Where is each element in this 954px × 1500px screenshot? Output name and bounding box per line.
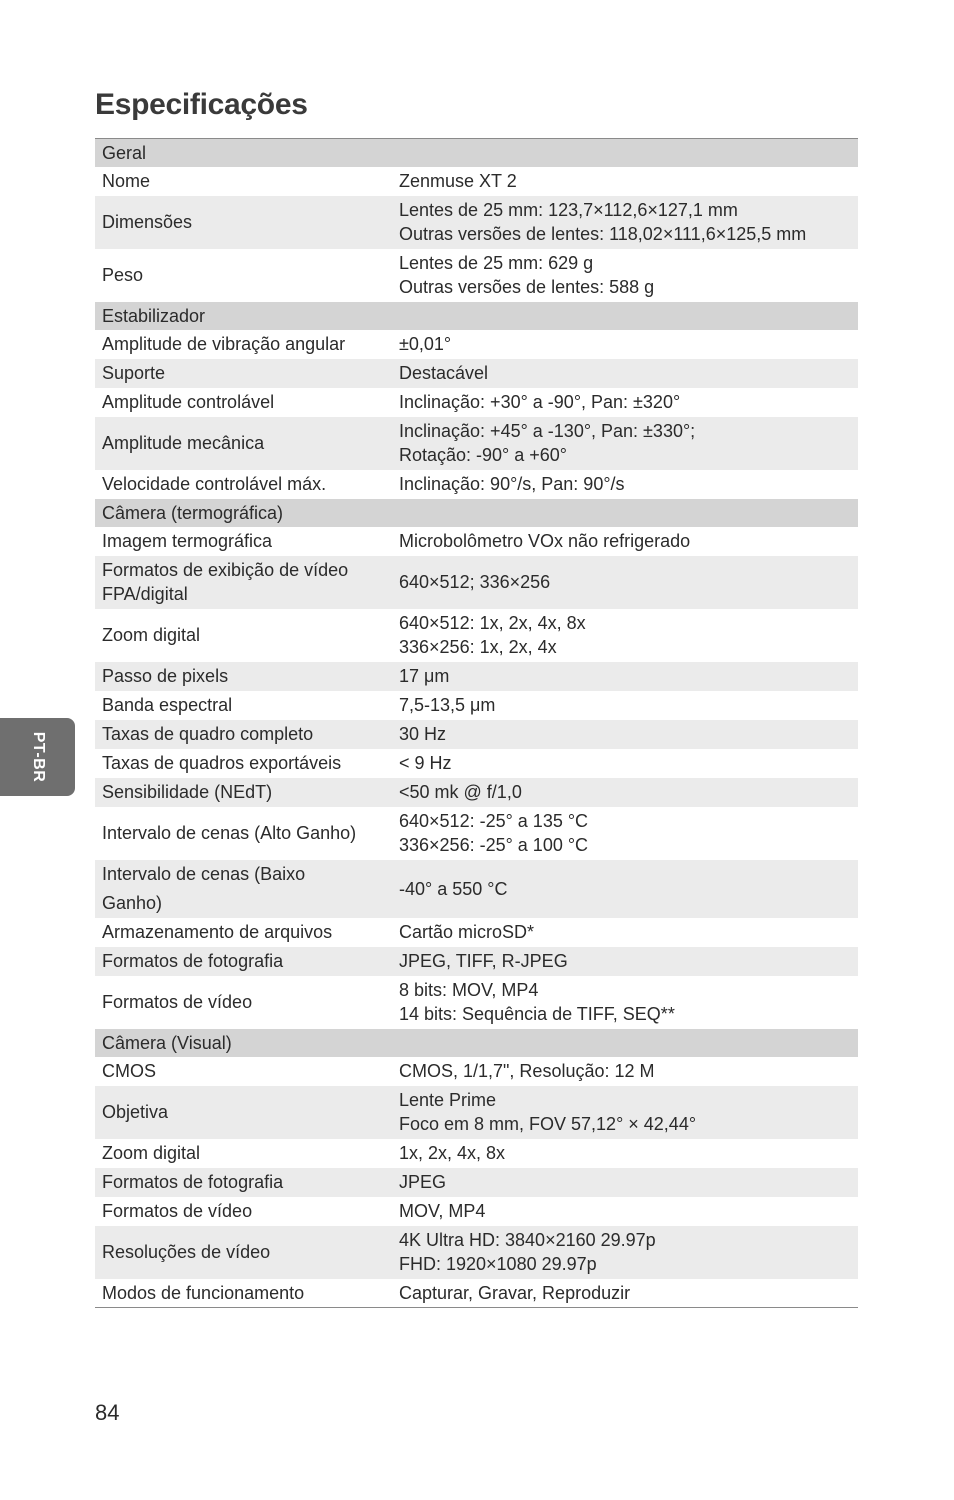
spec-label <box>95 609 392 662</box>
spec-value <box>392 976 858 1029</box>
table-row <box>95 947 858 976</box>
spec-label <box>95 860 392 918</box>
spec-value-line: < 9 Hz <box>399 753 452 773</box>
table-section-header <box>95 302 858 330</box>
table-row <box>95 691 858 720</box>
spec-value <box>392 556 858 609</box>
table-row <box>95 388 858 417</box>
table-row <box>95 249 858 302</box>
spec-value <box>392 1168 858 1197</box>
spec-label-line: Intervalo de cenas (Alto Ganho) <box>102 823 357 843</box>
spec-label-line: Armazenamento de arquivos <box>102 922 333 942</box>
spec-value-line: 640×512: -25° a 135 °C <box>399 811 589 831</box>
section-title: Estabilizador <box>95 302 858 330</box>
spec-label <box>95 662 392 691</box>
spec-label-line: Intervalo de cenas (Baixo <box>102 863 306 884</box>
spec-value <box>392 330 858 359</box>
spec-label-line: Passo de pixels <box>102 666 229 686</box>
section-title: Geral <box>95 139 858 167</box>
page-title: Especificações <box>95 88 308 121</box>
spec-label <box>95 720 392 749</box>
spec-label <box>95 167 392 196</box>
spec-value-line: 17 μm <box>399 666 450 686</box>
spec-label-line: Modos de funcionamento <box>102 1282 305 1303</box>
table-row <box>95 1057 858 1086</box>
spec-label <box>95 388 392 417</box>
spec-value-line: CMOS, 1/1,7", Resolução: 12 M <box>399 1061 655 1081</box>
spec-value-line: <50 mk @ f/1,0 <box>399 782 522 802</box>
spec-label-line: Formatos de fotografia <box>102 1172 284 1192</box>
spec-value <box>392 860 858 918</box>
spec-label-line: Amplitude controlável <box>102 392 275 412</box>
spec-label <box>95 1168 392 1197</box>
table-row <box>95 1279 858 1308</box>
table-row <box>95 417 858 470</box>
spec-label-line: Dimensões <box>102 212 193 232</box>
spec-value <box>392 1197 858 1226</box>
spec-label <box>95 1139 392 1168</box>
spec-value-line: 4K Ultra HD: 3840×2160 29.97p <box>399 1230 656 1250</box>
table-row <box>95 196 858 249</box>
spec-value-line: 336×256: -25° a 100 °C <box>399 835 589 855</box>
spec-value <box>392 249 858 302</box>
spec-label <box>95 556 392 609</box>
spec-value <box>392 662 858 691</box>
spec-value <box>392 749 858 778</box>
spec-label-line: Taxas de quadro completo <box>102 724 314 744</box>
spec-value-line: 14 bits: Sequência de TIFF, SEQ** <box>399 1004 675 1024</box>
specifications-table <box>95 138 858 1308</box>
spec-label <box>95 691 392 720</box>
spec-value <box>392 1279 858 1308</box>
spec-label-line: Sensibilidade (NEdT) <box>102 782 273 802</box>
spec-value-line: Microbolômetro VOx não refrigerado <box>399 531 691 551</box>
spec-value-line: Inclinação: 90°/s, Pan: 90°/s <box>399 474 625 494</box>
spec-value-line: Zenmuse XT 2 <box>399 171 517 191</box>
spec-value-line: Lentes de 25 mm: 629 g <box>399 253 594 273</box>
spec-value <box>392 807 858 860</box>
table-row <box>95 860 858 918</box>
table-row <box>95 359 858 388</box>
table-row <box>95 1197 858 1226</box>
spec-value <box>392 417 858 470</box>
spec-value-line: 336×256: 1x, 2x, 4x <box>399 637 557 657</box>
spec-value <box>392 167 858 196</box>
spec-label-line: Formatos de vídeo <box>102 1201 253 1221</box>
spec-label <box>95 1226 392 1279</box>
spec-value-line: 1x, 2x, 4x, 8x <box>399 1143 506 1163</box>
spec-value-line: Capturar, Gravar, Reproduzir <box>399 1282 631 1303</box>
spec-label-line: Banda espectral <box>102 695 233 715</box>
spec-value <box>392 1139 858 1168</box>
spec-label-line: Resoluções de vídeo <box>102 1242 271 1262</box>
table-row <box>95 662 858 691</box>
spec-label-line: Imagem termográfica <box>102 531 273 551</box>
spec-value-line: Outras versões de lentes: 118,02×111,6×125,5 mm <box>399 224 807 244</box>
spec-label <box>95 1086 392 1139</box>
table-row <box>95 918 858 947</box>
spec-value-line: Lente Prime <box>399 1090 497 1110</box>
spec-label-line: Formatos de exibição de vídeo <box>102 560 349 580</box>
spec-value-line: JPEG <box>399 1172 447 1192</box>
spec-value-line: FHD: 1920×1080 29.97p <box>399 1254 597 1274</box>
spec-value-line: Cartão microSD* <box>399 922 535 942</box>
section-title: Câmera (termográfica) <box>95 499 858 527</box>
spec-value-line: JPEG, TIFF, R-JPEG <box>399 951 568 971</box>
table-section-header <box>95 139 858 167</box>
spec-value-line: Outras versões de lentes: 588 g <box>399 277 655 297</box>
spec-label <box>95 359 392 388</box>
language-side-tab <box>0 718 75 796</box>
spec-label-line: Amplitude de vibração angular <box>102 334 346 354</box>
table-row <box>95 976 858 1029</box>
spec-label-line: Ganho) <box>102 892 163 913</box>
spec-label-line: Suporte <box>102 363 166 383</box>
spec-value <box>392 720 858 749</box>
table-row <box>95 527 858 556</box>
spec-value <box>392 1086 858 1139</box>
spec-value-line: Foco em 8 mm, FOV 57,12° × 42,44° <box>399 1114 697 1134</box>
table-row <box>95 330 858 359</box>
spec-label <box>95 417 392 470</box>
spec-label <box>95 330 392 359</box>
spec-value <box>392 388 858 417</box>
spec-value <box>392 359 858 388</box>
spec-label <box>95 976 392 1029</box>
table-row <box>95 556 858 609</box>
spec-value-line: Inclinação: +30° a -90°, Pan: ±320° <box>399 392 681 412</box>
spec-label <box>95 807 392 860</box>
spec-value <box>392 1057 858 1086</box>
table-row <box>95 1139 858 1168</box>
table-row <box>95 1168 858 1197</box>
spec-value <box>392 470 858 499</box>
table-section-header <box>95 1029 858 1057</box>
spec-label <box>95 1057 392 1086</box>
page-number: 84 <box>95 1400 120 1425</box>
spec-label <box>95 1279 392 1308</box>
spec-label <box>95 527 392 556</box>
table-row <box>95 609 858 662</box>
table-row <box>95 167 858 196</box>
specifications-table-body <box>95 139 858 1308</box>
spec-value-line: Destacável <box>399 363 489 383</box>
table-section-header <box>95 499 858 527</box>
spec-value-line: 640×512: 1x, 2x, 4x, 8x <box>399 613 586 633</box>
spec-label-line: Nome <box>102 171 151 191</box>
spec-label <box>95 249 392 302</box>
spec-value-line: 640×512; 336×256 <box>399 572 551 592</box>
spec-label-line: Formatos de vídeo <box>102 992 253 1012</box>
spec-value-line: -40° a 550 °C <box>399 878 508 899</box>
spec-value-line: MOV, MP4 <box>399 1201 486 1221</box>
spec-label <box>95 1197 392 1226</box>
language-side-tab-label: PT-BR <box>29 731 47 783</box>
spec-value-line: 8 bits: MOV, MP4 <box>399 980 539 1000</box>
spec-value-line: Lentes de 25 mm: 123,7×112,6×127,1 mm <box>399 200 738 220</box>
table-row <box>95 778 858 807</box>
spec-label-line: Peso <box>102 265 144 285</box>
table-row <box>95 749 858 778</box>
spec-label <box>95 749 392 778</box>
spec-label-line: Velocidade controlável máx. <box>102 474 327 494</box>
table-row <box>95 807 858 860</box>
spec-value <box>392 196 858 249</box>
spec-label-line: Formatos de fotografia <box>102 951 284 971</box>
spec-value-line: ±0,01° <box>399 334 452 354</box>
spec-value-line: Inclinação: +45° a -130°, Pan: ±330°; <box>399 421 696 441</box>
spec-label <box>95 918 392 947</box>
spec-label-line: Zoom digital <box>102 625 201 645</box>
table-row <box>95 1086 858 1139</box>
spec-value <box>392 527 858 556</box>
spec-label <box>95 470 392 499</box>
spec-label-line: Amplitude mecânica <box>102 433 265 453</box>
spec-value <box>392 778 858 807</box>
spec-label-line: Objetiva <box>102 1102 169 1122</box>
spec-label-line: CMOS <box>102 1061 156 1081</box>
spec-label <box>95 196 392 249</box>
spec-label <box>95 947 392 976</box>
spec-label <box>95 778 392 807</box>
table-row <box>95 720 858 749</box>
section-title: Câmera (Visual) <box>95 1029 858 1057</box>
spec-value <box>392 691 858 720</box>
spec-label-line: FPA/digital <box>102 584 188 604</box>
table-row <box>95 1226 858 1279</box>
spec-value-line: 7,5-13,5 μm <box>399 695 496 715</box>
spec-value <box>392 947 858 976</box>
table-row <box>95 470 858 499</box>
spec-value <box>392 1226 858 1279</box>
spec-value-line: 30 Hz <box>399 724 447 744</box>
spec-value <box>392 918 858 947</box>
spec-value-line: Rotação: -90° a +60° <box>399 445 568 465</box>
spec-label-line: Zoom digital <box>102 1143 201 1163</box>
spec-label-line: Taxas de quadros exportáveis <box>102 753 342 773</box>
spec-value <box>392 609 858 662</box>
